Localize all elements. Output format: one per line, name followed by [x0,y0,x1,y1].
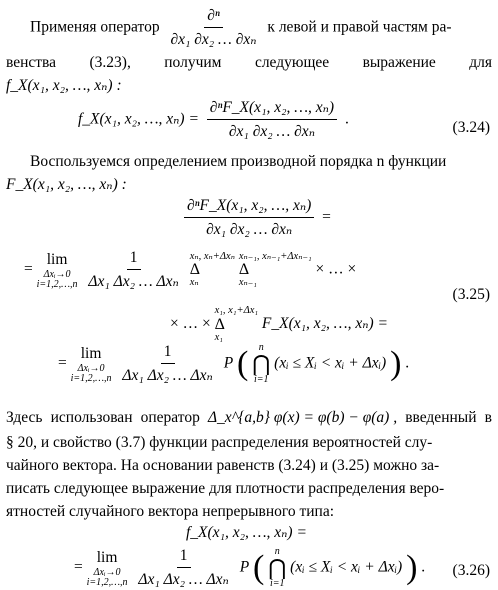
intersection-upper: n [274,546,280,558]
eq325-line3 [170,306,388,343]
eq325-line4-equals: = [58,354,67,372]
operator-fraction [167,6,259,50]
eq325-line2 [24,248,356,292]
equation-3-26 [74,546,425,590]
word: следующее [254,54,330,71]
p3-line2: § 20, и свойство (3.7) функции распределения вероятностей слу- [6,434,433,451]
word: получим [164,54,222,71]
p1-line3: f_X(x₁, x₂, …, xₙ) : [6,77,122,94]
probability-symbol: P [223,354,234,372]
p2-line1: Воспользуемся определением производной порядка n функции [30,153,447,170]
eq325-line4-limit [71,344,112,385]
eq325-number: (3.25) [452,286,490,303]
eq324-denominator: ∂x₁ ∂x₂ … ∂xₙ [228,123,315,141]
eq325-line4-fraction [119,342,215,386]
word: в [484,409,492,426]
intersection-operator [268,547,286,589]
eq325-top-denominator: ∂x₁ ∂x₂ … ∂xₙ [206,221,293,239]
probability-symbol: P [239,558,250,576]
right-paren: ) [390,345,402,383]
lim-condition: Δxᵢ→0 [77,362,105,374]
eq325-dots: × … × [315,260,357,278]
eq326-end: . [421,558,426,576]
eq326-top: f_X(x₁, x₂, …, xₙ) = [186,524,307,541]
lim-index: i=1,2,…,n [86,577,128,589]
delta-n-symbol: Δ [189,261,200,279]
word: для [469,54,492,71]
eq325-equals: = [24,260,33,278]
word: оператор [140,409,200,426]
left-paren: ( [237,345,249,383]
eq324-tail: . [344,110,349,128]
intersection-lower: i=1 [270,578,285,590]
p1-text-a: Применяя оператор [30,18,160,36]
fraction-numerator: 1 [161,342,175,364]
eq325-top [180,196,331,240]
equation-3-24 [78,98,349,142]
eq325-end: . [405,354,410,372]
lim-condition: Δxᵢ→0 [43,268,71,280]
eq325-line3-function: F_X(x₁, x₂, …, xₙ) = [261,315,388,333]
intersection-symbol: ⋂ [252,351,271,377]
word: введенный [405,409,477,426]
fraction-numerator: 1 [177,546,191,568]
event-expression: (xᵢ ≤ Xᵢ < xᵢ + Δxᵢ) [290,558,403,576]
delta-1 [215,306,258,343]
operator-numerator: ∂ⁿ [204,6,223,28]
eq324-number: (3.24) [452,119,490,136]
word: (3.23), [89,54,131,71]
lim-label: lim [96,548,118,566]
p1-text-b: к левой и правой частям ра- [267,18,452,36]
p3-line1 [6,408,492,428]
eq325-top-equals: = [322,208,331,226]
p3-line5: ятностей случайного вектора непрерывного типа: [6,503,335,520]
eq326-fraction [135,546,231,590]
p1-line1 [30,6,452,50]
fraction-denominator: Δx₁ Δx₂ … Δxₙ [122,367,213,385]
word: использован [50,409,133,426]
eq326-equals: = [74,558,83,576]
p3-line4: писать следующее выражение для плотности распределения веро- [6,480,445,497]
intersection-operator [252,343,270,385]
lim-condition: Δxᵢ→0 [93,566,121,578]
eq325-top-numerator: ∂ⁿF_X(x₁, x₂, …, xₙ) [184,196,314,218]
word: выражение [362,54,436,71]
lim-label: lim [46,250,68,268]
eq325-top-fraction [184,196,314,240]
intersection-symbol: ⋂ [268,555,287,581]
delta-n1-sup: xₙ₋₁, xₙ₋₁+Δxₙ₋₁ [238,250,312,262]
delta-n [190,252,235,289]
lim-label: lim [80,344,102,362]
delta-1-sub: x₁ [214,331,223,343]
lim-index: i=1,2,…,n [36,279,78,291]
eq325-line4 [58,342,409,386]
word: Здесь [6,409,43,426]
delta-n1-symbol: Δ [238,261,250,279]
delta-n1 [239,252,312,289]
right-paren: ) [406,549,418,587]
eq324-numerator: ∂ⁿF_X(x₁, x₂, …, xₙ) [207,98,337,120]
operator-denominator: ∂x₁ ∂x₂ … ∂xₙ [170,31,257,49]
eq325-denominator: Δx₁ Δx₂ … Δxₙ [88,273,179,291]
eq324-fraction [207,98,337,142]
p1-line2 [6,53,492,73]
fraction-denominator: Δx₁ Δx₂ … Δxₙ [138,571,229,589]
eq325-limit [37,250,78,291]
p3-line3: чайного вектора. На основании равенств (3.24) и (3.25) можно за- [6,457,440,474]
delta-1-symbol: Δ [214,315,225,333]
delta-n-sub: xₙ [189,277,199,289]
delta-1-sup: x₁, x₁+Δx₁ [214,305,259,316]
delta-n-sup: xₙ, xₙ+Δxₙ [189,250,235,262]
delta-operator-definition: Δ_x^{a,b} φ(x) = φ(b) − φ(a) , [207,409,398,426]
word: венства [6,54,57,71]
lim-index: i=1,2,…,n [70,373,112,385]
eq325-numerator: 1 [127,248,141,270]
eq326-number: (3.26) [452,562,490,579]
event-expression: (xᵢ ≤ Xᵢ < xᵢ + Δxᵢ) [274,354,387,372]
eq326-limit [87,548,128,589]
delta-n1-sub: xₙ₋₁ [238,277,257,289]
eq325-fraction [85,248,181,292]
eq324-lhs: f_X(x₁, x₂, …, xₙ) = [78,110,199,128]
intersection-lower: i=1 [254,374,269,386]
p2-line2: F_X(x₁, x₂, …, xₙ) : [6,176,127,193]
left-paren: ( [253,549,265,587]
eq325-line3-dots: × … × [170,315,211,333]
intersection-upper: n [258,342,264,354]
